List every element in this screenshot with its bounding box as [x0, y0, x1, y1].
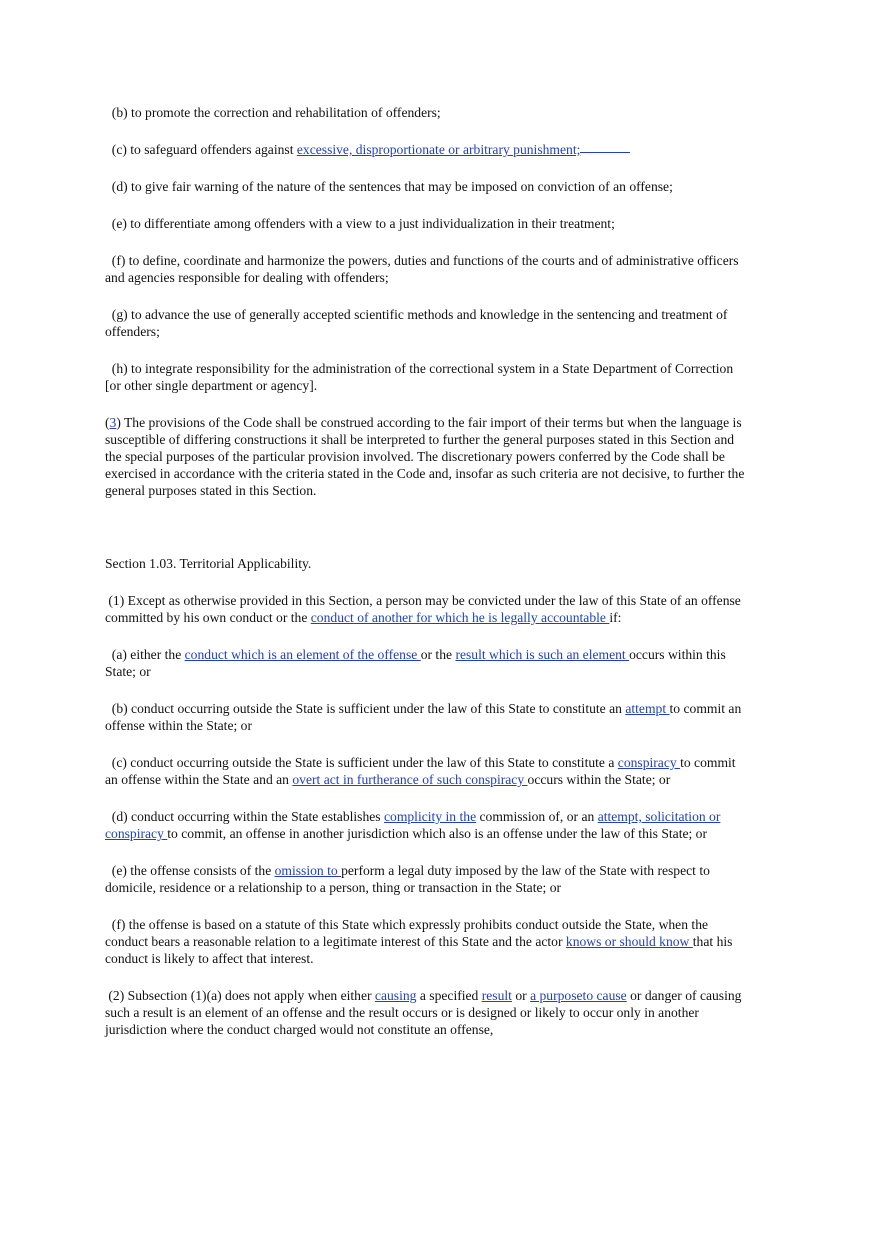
clause-e-text: (e) the offense consists of the [111, 863, 275, 878]
causing-link[interactable]: causing [374, 988, 417, 1003]
subsection-2 [105, 987, 745, 1038]
overt-act-link[interactable]: overt act in furtherance of such conspiracy [292, 772, 528, 787]
clause-c [105, 754, 745, 788]
cross-reference-link[interactable]: excessive, disproportionate or arbitrary punishment; [296, 142, 581, 157]
clause-e-post: perform a legal duty imposed by the law of the State with respect to domicile, residence or a relationship to a person, thing or transaction in the State; or [105, 863, 710, 895]
complicity-link[interactable]: complicity in the [383, 809, 477, 824]
element-of-offense-link[interactable]: conduct which is an element of the offense [184, 647, 421, 662]
clause-c-post: occurs within the State; or [527, 772, 671, 787]
subsection-3 [105, 414, 745, 499]
purpose-h-text: (h) to integrate responsibility for the administration of the correctional system in a State Department of Correction [or other single department or agency]. [105, 361, 734, 393]
clause-d-post: to commit, an offense in another jurisdiction which also is an offense under the law of this State; or [167, 826, 708, 841]
clause-f-text: (f) the offense is based on a statute of this State which expressly prohibits conduct outside the State, when the conduct bears a reasonable relation to a legitimate interest of this State and the actor [105, 917, 709, 949]
underline-tail [580, 152, 630, 153]
subsection-2-text: (2) Subsection (1)(a) does not apply when either [108, 988, 375, 1003]
purpose-d [105, 178, 745, 195]
subsection-1 [105, 592, 745, 626]
subsection-2-mid1: a specified [416, 988, 482, 1003]
attempt-link[interactable]: attempt [625, 701, 670, 716]
clause-d-mid: commission of, or an [476, 809, 598, 824]
result-link[interactable]: result [455, 647, 486, 662]
purpose-e-text: (e) to differentiate among offenders with a view to a just individualization in their treatment; [111, 216, 615, 231]
purpose-b-text: (b) to promote the correction and rehabilitation of offenders; [111, 105, 441, 120]
subsection-3-link[interactable]: 3 [109, 415, 117, 430]
purpose-d-text: (d) to give fair warning of the nature of the sentences that may be imposed on conviction of an offense; [111, 179, 673, 194]
document-page [105, 104, 745, 1038]
knows-link[interactable]: knows or should know [565, 934, 693, 949]
purpose-g [105, 306, 745, 340]
clause-c-text: (c) conduct occurring outside the State is sufficient under the law of this State to constitute a [111, 755, 618, 770]
subsection-2-post: or danger of causing such a result is an element of an offense and the result occurs or is designed or likely to occur only in another jurisdiction where the conduct charged would not constitute an offense, [105, 988, 742, 1037]
purpose-c-text: (c) to safeguard offenders against [111, 142, 297, 157]
clause-f-post: that his conduct is likely to affect that interest. [105, 934, 733, 966]
clause-d [105, 808, 745, 842]
subsection-1-text: (1) Except as otherwise provided in this Section, a person may be convicted under the law of this State of an offense committed by his own conduct or the [105, 593, 741, 625]
clause-b-post: to commit an offense within the State; or [105, 701, 742, 733]
specified-result-link[interactable]: result [481, 988, 512, 1003]
attempt-solicitation-link[interactable]: attempt, solicitation or conspiracy [105, 809, 721, 841]
purpose-c [105, 141, 745, 158]
clause-a-text: (a) either the [111, 647, 185, 662]
purpose-b [105, 104, 745, 121]
clause-b-text: (b) conduct occurring outside the State is sufficient under the law of this State to constitute an [111, 701, 626, 716]
conspiracy-link[interactable]: conspiracy [617, 755, 681, 770]
subsection-2-mid2: or [511, 988, 531, 1003]
clause-b [105, 700, 745, 734]
clause-f [105, 916, 745, 967]
purpose-e [105, 215, 745, 232]
clause-e [105, 862, 745, 896]
section-title: Section 1.03. Territorial Applicability. [105, 556, 312, 571]
subsection-3-text: ) The provisions of the Code shall be construed according to the fair import of their terms but when the language is susceptible of differing constructions it shall be interpreted to further the general purposes stated in this Section and the special purposes of the particular provision involved. The discretionary powers conferred by the Code shall be exercised in accordance with the criteria stated in the Code and, insofar as such criteria are not decisive, to further the general purposes stated in this Section. [105, 415, 745, 498]
such-element-link[interactable]: which is such an element [485, 647, 630, 662]
omission-link[interactable]: omission to [274, 863, 342, 878]
purpose-to-cause-link[interactable]: a purposeto cause [530, 988, 627, 1003]
accountable-link[interactable]: conduct of another for which he is legally accountable [310, 610, 610, 625]
purpose-f [105, 252, 745, 286]
purpose-f-text: (f) to define, coordinate and harmonize the powers, duties and functions of the courts and of administrative officers and agencies responsible for dealing with offenders; [105, 253, 739, 285]
clause-a [105, 646, 745, 680]
clause-c-mid: to commit an offense within the State and an [105, 755, 736, 787]
purpose-h [105, 360, 745, 394]
paren-open: ( [105, 415, 110, 430]
clause-d-text: (d) conduct occurring within the State establishes [111, 809, 384, 824]
subsection-1-post: if: [609, 610, 622, 625]
purpose-g-text: (g) to advance the use of generally accepted scientific methods and knowledge in the sentencing and treatment of offenders; [105, 307, 728, 339]
clause-a-post: occurs within this State; or [105, 647, 726, 679]
clause-a-mid: or the [420, 647, 456, 662]
